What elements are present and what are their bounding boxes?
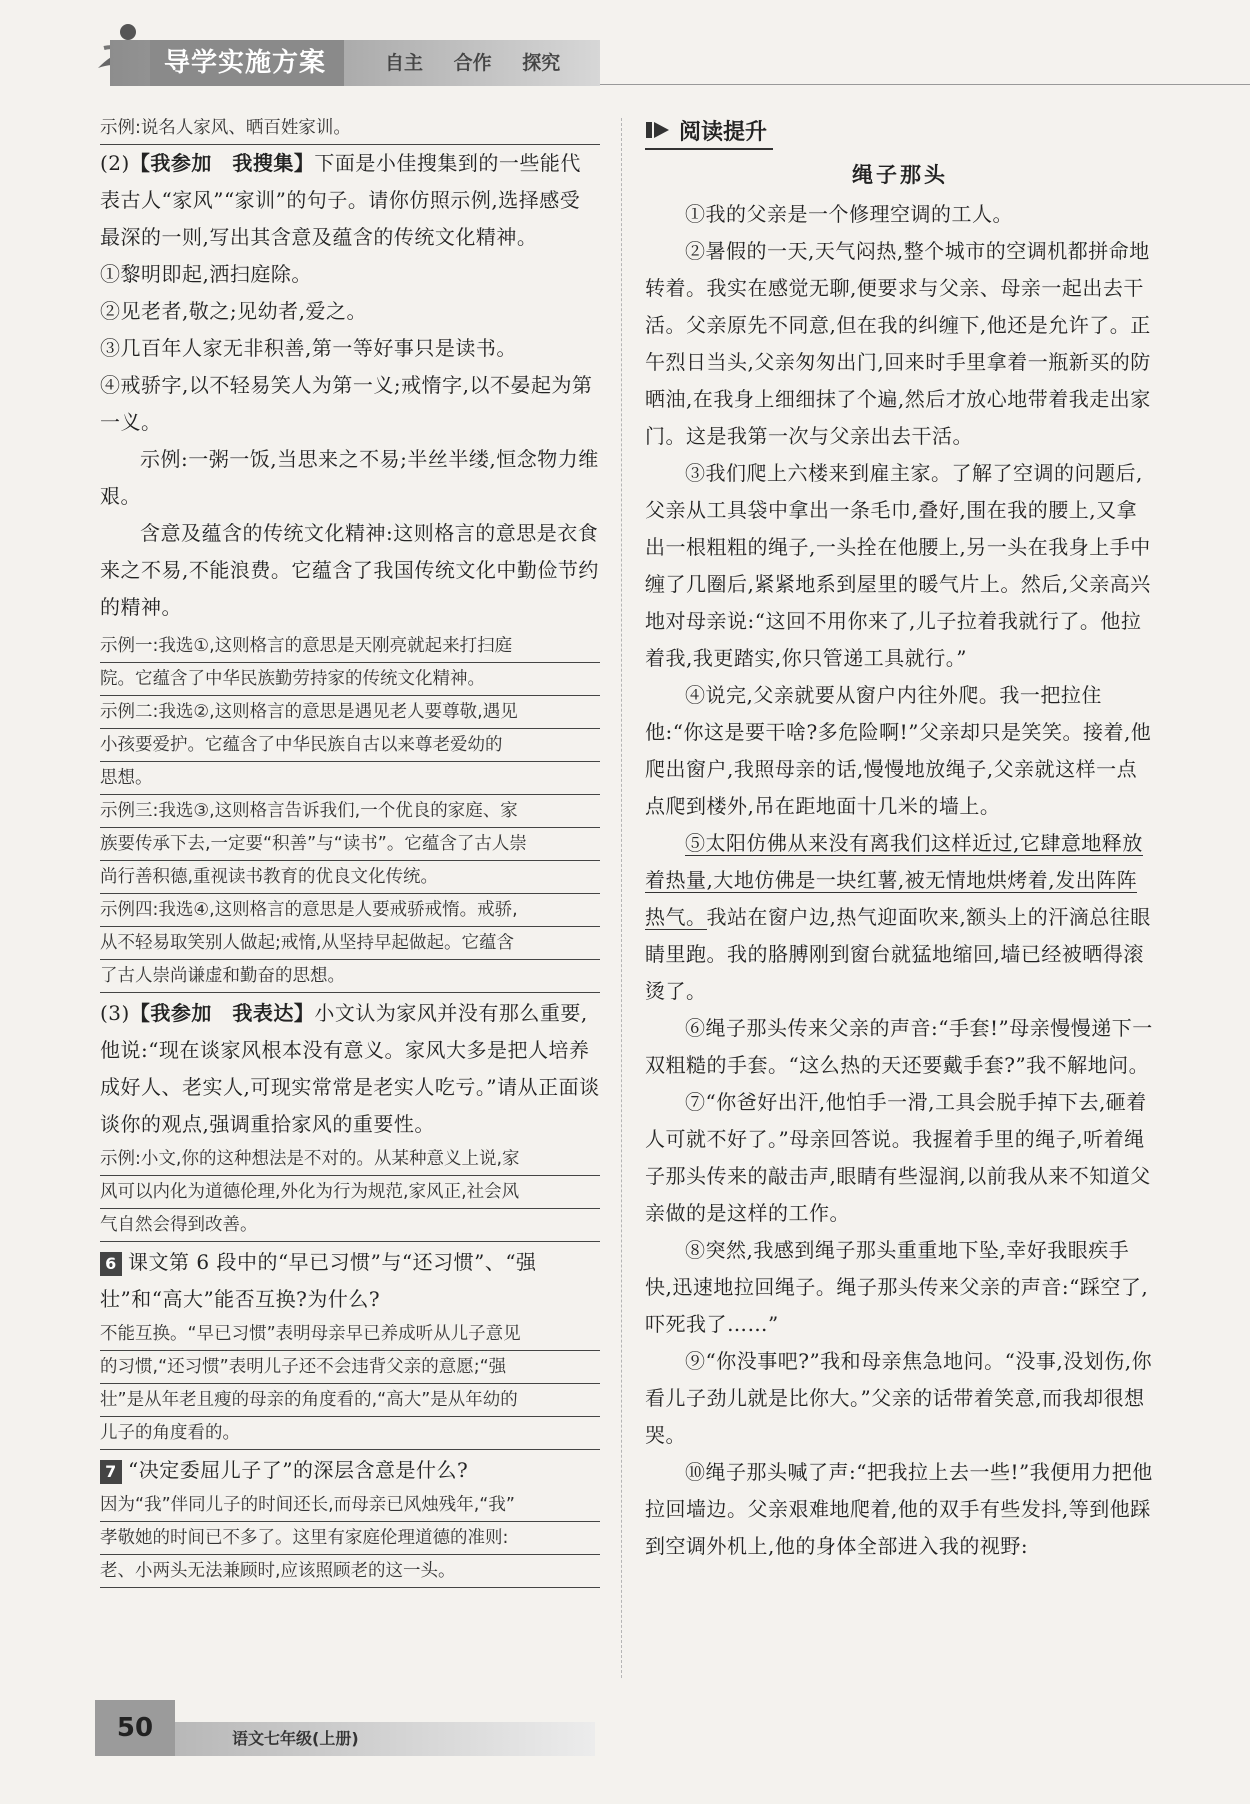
story-paragraph: ⑨“你没事吧?”我和母亲焦急地问。“没事,没划伤,你看儿子劲儿就是比你大。”父亲的话带着笑意,而我却很想哭。 <box>645 1349 1153 1447</box>
q2-answers <box>100 630 600 993</box>
header-rule <box>600 84 1250 85</box>
page-footer <box>0 1700 1250 1804</box>
story-paragraph: ⑥绳子那头传来父亲的声音:“手套!”母亲慢慢递下一双粗糙的手套。“这么热的天还要戴手套?”我不解地问。 <box>645 1016 1153 1077</box>
column-divider <box>621 118 622 1678</box>
question-number-badge: 7 <box>100 1460 122 1484</box>
answer-line: 风可以内化为道德伦理,外化为行为规范,家风正,社会风 <box>100 1176 600 1209</box>
question-6: 6 课文第 6 段中的“早已习惯”与“还习惯”、“强壮”和“高大”能否互换?为什么? <box>100 1250 537 1311</box>
q2-item-3: ③几百年人家无非积善,第一等好事只是读书。 <box>100 336 517 360</box>
answer-line: 思想。 <box>100 762 600 795</box>
q7-answer <box>100 1489 600 1588</box>
example-line: 示例:说名人家风、晒百姓家训。 <box>100 112 600 145</box>
story-paragraph-5: ⑤太阳仿佛从来没有离我们这样近过,它肆意地释放着热量,大地仿佛是一块红薯,被无情地烘烤着,发出阵阵热气。我站在窗户边,热气迎面吹来,额头上的汗滴总往眼睛里跑。我的胳膊刚到窗台就猛地缩回,墙已经被晒得滚烫了。 <box>645 831 1151 1003</box>
question-2: (2)【我参加 我搜集】下面是小佳搜集到的一些能代表古人“家风”“家训”的句子。请你仿照示例,选择感受最深的一则,写出其含意及蕴含的传统文化精神。 <box>100 151 581 249</box>
answer-line: 气自然会得到改善。 <box>100 1209 600 1242</box>
header-tags <box>385 40 584 86</box>
q2-example-1: 示例:一粥一饭,当思来之不易;半丝半缕,恒念物力维艰。 <box>100 447 599 508</box>
answer-line: 不能互换。“早已习惯”表明母亲早已养成听从儿子意见 <box>100 1318 600 1351</box>
page-number: 50 <box>95 1700 175 1756</box>
answer-line: 示例二:我选②,这则格言的意思是遇见老人要尊敬,遇见 <box>100 696 600 729</box>
question-7: 7 “决定委屈儿子了”的深层含意是什么? <box>100 1452 600 1489</box>
answer-line: 示例四:我选④,这则格言的意思是人要戒骄戒惰。戒骄, <box>100 894 600 927</box>
right-column <box>645 112 1155 1565</box>
left-column <box>100 112 600 1588</box>
q3-answer <box>100 1143 600 1242</box>
page-header <box>0 0 1250 95</box>
story-paragraph: ④说完,父亲就要从窗户内往外爬。我一把拉住他:“你这是要干啥?多危险啊!”父亲却只是笑笑。接着,他爬出窗户,我照母亲的话,慢慢地放绳子,父亲就这样一点点爬到楼外,吊在距地面十几米的墙上。 <box>645 683 1152 818</box>
reading-section-heading <box>645 112 1155 152</box>
answer-line: 壮”是从年老且瘦的母亲的角度看的,“高大”是从年幼的 <box>100 1384 600 1417</box>
answer-line: 示例三:我选③,这则格言告诉我们,一个优良的家庭、家 <box>100 795 600 828</box>
answer-line: 老、小两头无法兼顾时,应该照顾老的这一头。 <box>100 1555 600 1588</box>
story-paragraph: ⑦“你爸好出汗,他怕手一滑,工具会脱手掉下去,砸着人可就不好了。”母亲回答说。我握着手里的绳子,听着绳子那头传来的敲击声,眼睛有些湿润,以前我从来不知道父亲做的是这样的工作。 <box>645 1090 1151 1225</box>
answer-line: 族要传承下去,一定要“积善”与“读书”。它蕴含了古人崇 <box>100 828 600 861</box>
answer-line: 因为“我”伴同儿子的时间还长,而母亲已风烛残年,“我” <box>100 1489 600 1522</box>
story-paragraph: ③我们爬上六楼来到雇主家。了解了空调的问题后,父亲从工具袋中拿出一条毛巾,叠好,围在我的腰上,又拿出一根粗粗的绳子,一头拴在他腰上,另一头在我身上手中缠了几圈后,紧紧地系到屋里的暖气片上。然后,父亲高兴地对母亲说:“这回不用你来了,儿子拉着我就行了。他拉着我,我更踏实,你只管递工具就行。” <box>645 461 1151 670</box>
story-paragraph: ⑩绳子那头喊了声:“把我拉上去一些!”我便用力把他拉回墙边。父亲艰难地爬着,他的双手有些发抖,等到他踩到空调外机上,他的身体全部进入我的视野: <box>645 1460 1153 1558</box>
section-title: 阅读提升 <box>679 119 768 145</box>
q2-item-2: ②见老者,敬之;见幼者,爱之。 <box>100 299 367 323</box>
tag-exploration: 探究 <box>522 52 561 74</box>
story-paragraph: ⑧突然,我感到绳子那头重重地下坠,幸好我眼疾手快,迅速地拉回绳子。绳子那头传来父亲的声音:“踩空了,吓死我了……” <box>645 1238 1149 1336</box>
answer-line: 儿子的角度看的。 <box>100 1417 600 1450</box>
header-title: 导学实施方案 <box>150 40 344 86</box>
answer-line: 的习惯,“还习惯”表明儿子还不会违背父亲的意愿;“强 <box>100 1351 600 1384</box>
story-title: 绳子那头 <box>852 162 948 187</box>
q6-answer <box>100 1318 600 1450</box>
arrow-icon <box>645 120 671 140</box>
story-paragraph: ①我的父亲是一个修理空调的工人。 <box>685 202 1013 226</box>
q2-item-4: ④戒骄字,以不轻易笑人为第一义;戒惰字,以不晏起为第一义。 <box>100 373 593 434</box>
answer-line: 了古人崇尚谦虚和勤奋的思想。 <box>100 960 600 993</box>
answer-line: 示例:小文,你的这种想法是不对的。从某种意义上说,家 <box>100 1143 600 1176</box>
tag-cooperation: 合作 <box>453 52 492 74</box>
q2-example-2: 含意及蕴含的传统文化精神:这则格言的意思是衣食来之不易,不能浪费。它蕴含了我国传统文化中勤俭节约的精神。 <box>100 521 599 619</box>
answer-line: 尚行善积德,重视读书教育的优良文化传统。 <box>100 861 600 894</box>
answer-line: 院。它蕴含了中华民族勤劳持家的传统文化精神。 <box>100 663 600 696</box>
answer-line: 孝敬她的时间已不多了。这里有家庭伦理道德的准则: <box>100 1522 600 1555</box>
answer-line: 示例一:我选①,这则格言的意思是天刚亮就起来打扫庭 <box>100 630 600 663</box>
story-paragraph: ②暑假的一天,天气闷热,整个城市的空调机都拼命地转着。我实在感觉无聊,便要求与父亲、母亲一起出去干活。父亲原先不同意,但在我的纠缠下,他还是允许了。正午烈日当头,父亲匆匆出门,回来时手里拿着一瓶新买的防晒油,在我身上细细抹了个遍,然后才放心地带着我走出家门。这是我第一次与父亲出去干活。 <box>645 239 1151 448</box>
book-label: 语文七年级(上册) <box>232 1729 359 1748</box>
question-number-badge: 6 <box>100 1252 122 1276</box>
question-3: (3)【我参加 我表达】小文认为家风并没有那么重要,他说:“现在谈家风根本没有意义。家风大多是把人培养成好人、老实人,可现实常常是老实人吃亏。”请从正面谈谈你的观点,强调重拾家风的重要性。 <box>100 1001 600 1136</box>
underlined-sentence: ⑤太阳仿佛从来没有离我们这样近过,它肆意地释放着热量,大地仿佛是一块红薯,被无情地烘烤着,发出阵阵热气。 <box>645 831 1143 929</box>
answer-line: 从不轻易取笑别人做起;戒惰,从坚持早起做起。它蕴含 <box>100 927 600 960</box>
answer-line: 小孩要爱护。它蕴含了中华民族自古以来尊老爱幼的 <box>100 729 600 762</box>
tag-autonomy: 自主 <box>385 52 424 74</box>
q2-item-1: ①黎明即起,洒扫庭除。 <box>100 262 312 286</box>
